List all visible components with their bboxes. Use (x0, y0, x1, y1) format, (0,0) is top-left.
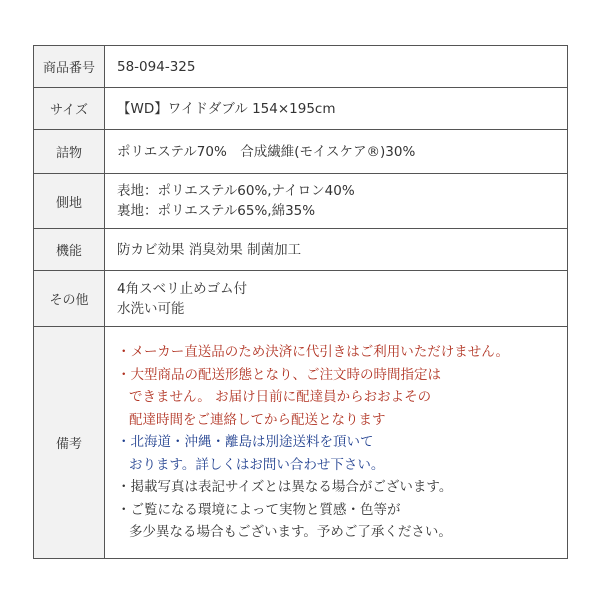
note-photo: ・掲載写真は表記サイズとは異なる場合がございます。 (117, 479, 453, 496)
product-spec-table (33, 45, 568, 559)
spec-row-product-number (34, 46, 568, 88)
label-fabric: 側地 (34, 174, 105, 229)
label-filling: 詰物 (34, 130, 105, 174)
label-function: 機能 (34, 229, 105, 271)
note-large-item-2: できません。 お届け日前に配達員からおおよその (129, 389, 432, 406)
value-size: 【WD】ワイドダブル 154×195cm (105, 88, 568, 130)
spec-row-filling (34, 130, 568, 174)
note-large-item-3: 配達時間をご連絡してから配送となります (129, 411, 386, 428)
value-notes (105, 327, 568, 559)
other-line-1: 4角スベリ止めゴム付 (117, 280, 248, 297)
note-display-1: ・ご覧になる環境によって実物と質感・色等が (117, 501, 401, 518)
note-shipping-1: ・北海道・沖縄・離島は別途送料を頂いて (117, 434, 374, 451)
label-other: その他 (34, 271, 105, 327)
spec-row-other (34, 271, 568, 327)
value-fabric (105, 174, 568, 229)
spec-row-size (34, 88, 568, 130)
note-shipping-2: おります。詳しくはお問い合わせ下さい。 (129, 456, 385, 473)
fabric-front: 表地：ポリエステル60%,ナイロン40% (117, 183, 355, 199)
spec-row-fabric (34, 174, 568, 229)
value-other (105, 271, 568, 327)
note-large-item-1: ・大型商品の配送形態となり、ご注文時の時間指定は (117, 366, 441, 383)
label-product-number: 商品番号 (34, 46, 105, 88)
spec-row-notes (34, 327, 568, 559)
other-line-2: 水洗い可能 (117, 300, 185, 317)
note-direct-ship: ・メーカー直送品のため決済に代引きはご利用いただけません。 (117, 344, 510, 361)
value-product-number: 58-094-325 (105, 46, 568, 88)
fabric-back: 裏地：ポリエステル65%,綿35% (117, 203, 316, 219)
value-filling: ポリエステル70% 合成繊維(モイスケア®)30% (105, 130, 568, 174)
spec-row-function (34, 229, 568, 271)
note-display-2: 多少異なる場合もございます。予めご了承ください。 (129, 524, 452, 541)
label-size: サイズ (34, 88, 105, 130)
value-function: 防カビ効果 消臭効果 制菌加工 (105, 229, 568, 271)
label-notes: 備考 (34, 327, 105, 559)
